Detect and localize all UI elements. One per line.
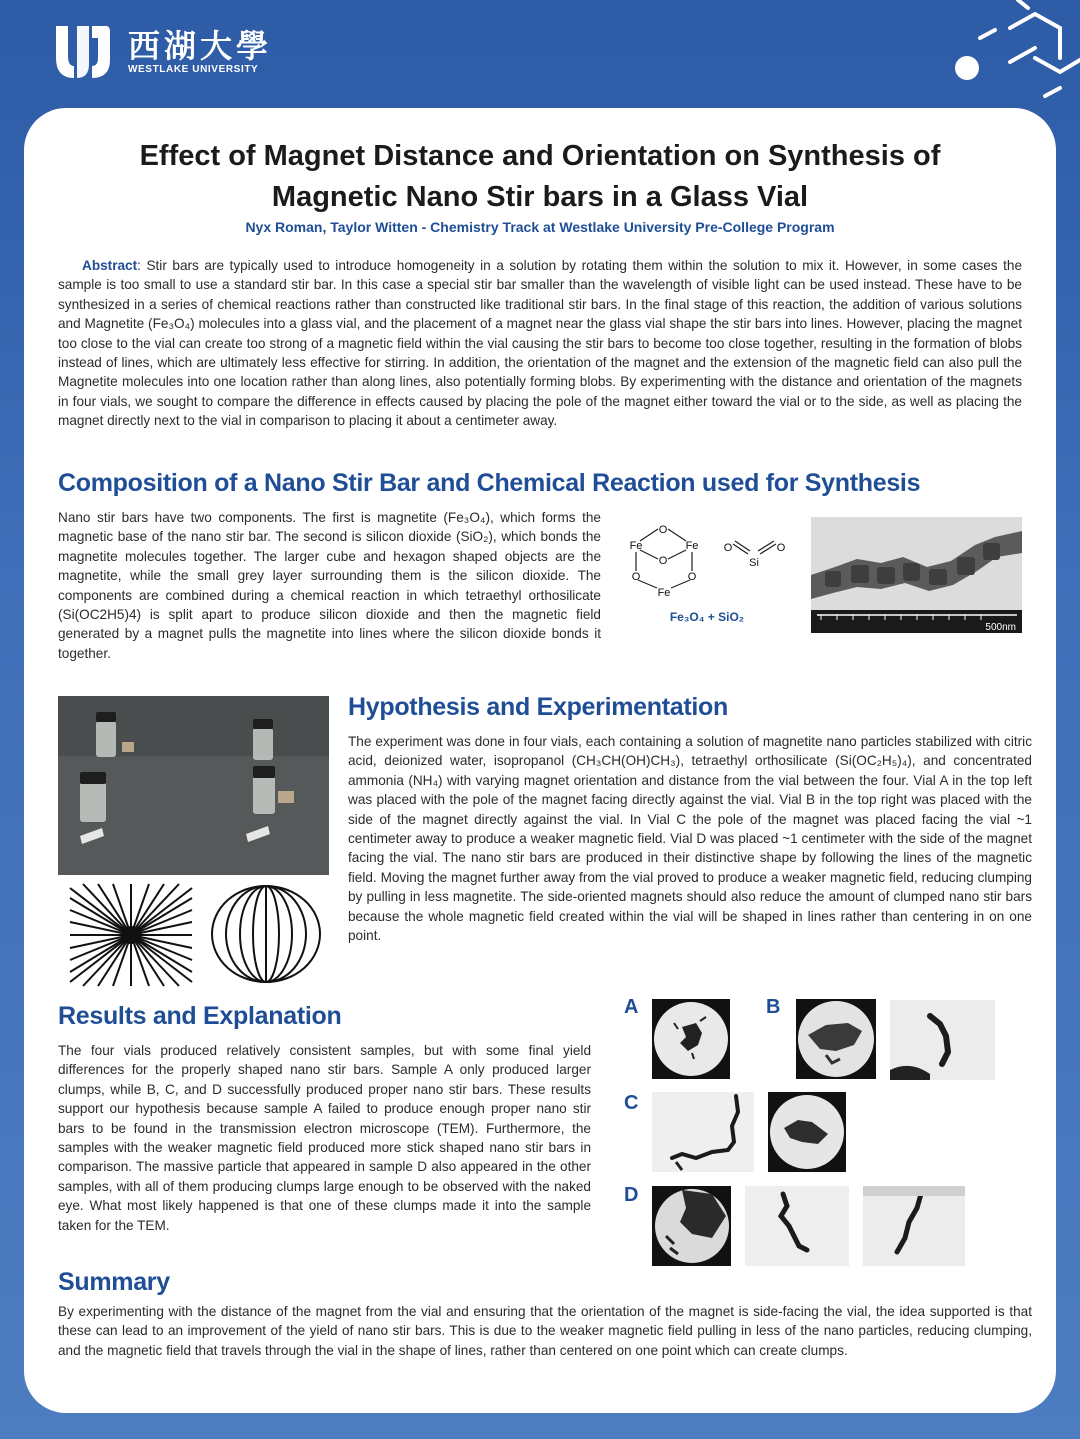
authors-line: Nyx Roman, Taylor Witten - Chemistry Track at Westlake University Pre-College Program (245, 219, 835, 235)
tem-sample-b-image-2 (890, 1000, 995, 1080)
title-line-1: Effect of Magnet Distance and Orientation on Synthesis of (139, 140, 941, 172)
tem-sample-d-image-2 (745, 1186, 849, 1266)
tem-nanoparticle-image (811, 517, 1022, 633)
iron-atom-label: Fe (685, 540, 699, 552)
sample-b-label: B (766, 996, 781, 1018)
iron-atom-label: Fe (629, 540, 643, 552)
university-emblem-icon (50, 18, 116, 84)
sample-a-label: A (624, 996, 639, 1018)
oxygen-atom-label: O (631, 571, 641, 583)
abstract-text: : Stir bars are typically used to introduce homogeneity in a solution by rotating them within the solution to mix it. However, in some cases the sample is too small to use a standard stir bar. In this case a special stir bar smaller than the wavelength of visible light can be used instead. These have to be synthesized in a series of chemical reactions rather than constructed like traditional stir bars. In the final stage of this reaction, the addition of various solutions and Magnetite (Fe₃O₄) molecules into a glass vial, and the placement of a magnet near the glass vial shape the stir bars into lines. However, placing the magnet too close to the vial can create too strong of a magnetic field within the vial causing the stir bars to become too close together, resulting in the formation of blobs instead of lines, which are ultimately less effective for stirring. In addition, the orientation of the magnet and the extension of the magnetic field can also pull the Magnetite molecules into one location rather than along lines, also potentially forming blobs. By experimenting with the distance and orientation of the magnets in four vials, we sought to compare the difference in effects caused by placing the pole of the magnet either toward the vial or to the side, as well as placing the magnet directly next to the vial in comparison to placing it about a centimeter away. (58, 258, 1022, 429)
molecule-decoration-icon (860, 0, 1080, 110)
tem-sample-c-image-2 (768, 1092, 846, 1172)
composition-heading: Composition of a Nano Stir Bar and Chemical Reaction used for Synthesis (58, 469, 921, 497)
abstract-paragraph (58, 256, 1022, 431)
summary-paragraph: By experimenting with the distance of the magnet from the vial and ensuring that the orientation of the magnet is side-facing the vial, the idea supported is that these can lead to an improvement of the yield of nano stir bars. This is due to the weaker magnetic field pulling in less of the nano particles, reducing clumping, and the magnetic field that travels through the vial in the shape of lines, rather than centered on one point which can create clumps. (58, 1304, 1032, 1358)
oxygen-atom-label: O (723, 542, 733, 554)
logo-chinese-name: 西湖大學 (128, 26, 273, 65)
vials-photo (58, 696, 329, 875)
tem-sample-a-image (652, 999, 730, 1079)
scale-bar-label: 500nm (985, 622, 1016, 633)
sample-c-label: C (624, 1092, 639, 1114)
tem-sample-c-image-1 (652, 1092, 754, 1172)
tem-sample-b-image-1 (796, 999, 876, 1079)
magnetic-field-diagrams (58, 880, 329, 988)
silicon-atom-label: Si (749, 557, 759, 569)
westlake-logo (50, 18, 272, 84)
summary-heading: Summary (58, 1268, 170, 1296)
composition-paragraph: Nano stir bars have two components. The first is magnetite (Fe₃O₄), which forms the magnetic base of the nano stir bar. The second is silicon dioxide (SiO₂), which bonds the magnetite molecules together. The larger cube and hexagon shaped objects are the magnetite, while the small grey layer surrounding them is the silicon dioxide. The components are combined during a chemical reaction in which tetraethyl orthosilicate (Si(OC2H5)4) is split apart to produce silicon dioxide and then the magnetic field generated by a magnet pulls the magnetite into lines where the silicon dioxide bonds it together. (58, 510, 601, 661)
poster-title (0, 136, 1080, 218)
abstract-label: Abstract (82, 258, 138, 273)
chemical-structure-diagram (620, 514, 800, 629)
tem-sample-d-image-3 (863, 1186, 965, 1266)
oxygen-atom-label: O (658, 555, 668, 567)
formula-caption: Fe₃O₄ + SiO₂ (669, 610, 745, 624)
sample-d-label: D (624, 1184, 639, 1206)
results-heading: Results and Explanation (58, 1002, 342, 1030)
oxygen-atom-label: O (687, 571, 697, 583)
logo-english-name: WESTLAKE UNIVERSITY (128, 63, 259, 75)
results-paragraph: The four vials produced relatively consistent samples, but with some final yield differences for the properly shaped nano stir bars. Sample A only produced larger clumps, while B, C, and D successfully produced proper nano stir bars. These results support our hypothesis because sample A failed to produce enough proper nano stir bars to be found in the transmission electron microscope (TEM). Furthermore, the samples with the weaker magnetic field produced more stick shaped nano stir bars in comparison. The massive particle that appeared in sample D also appeared in the other samples, with all of them producing clumps large enough to be observed with the naked eye. What most likely happened is that one of these clumps made it into the sample taken for the TEM. (58, 1043, 591, 1233)
iron-atom-label: Fe (657, 587, 671, 599)
oxygen-atom-label: O (776, 542, 786, 554)
tem-sample-d-image-1 (652, 1186, 731, 1266)
hypothesis-paragraph: The experiment was done in four vials, each containing a solution of magnetite nano particles stabilized with citric acid, deionized water, isopropanol (CH₃CH(OH)CH₃), tetraethyl orthosilicate (Si(OC₂H₅)₄), and concentrated ammonia (NH₄) with varying magnet orientation and distance from the vial between the four. Vial A in the top left was placed with the pole of the magnet facing directly against the vial. Vial B in the top right was placed with the side of the magnet directly against the vial. In Vial C the pole of the magnet was placed facing the vial ~1 centimeter away to produce a weaker magnetic field. Vial D was placed ~1 centimeter with the side of the magnet facing the vial. The nano stir bars are produced in their distinctive shape by following the lines of the magnetic field. Moving the magnet further away from the vial proved to produce a weaker magnetic field, reducing clumping by pulling in less magnetite. The side-oriented magnets should also reduce the amount of clumped nano stir bars because the whole magnetic field created within the vial will be shaped in lines rather than centering in on one point. (348, 734, 1032, 944)
side-facing-field-icon (212, 886, 320, 982)
hypothesis-heading: Hypothesis and Experimentation (348, 693, 728, 721)
title-line-2: Magnetic Nano Stir bars in a Glass Vial (271, 181, 809, 213)
oxygen-atom-label: O (658, 524, 668, 536)
